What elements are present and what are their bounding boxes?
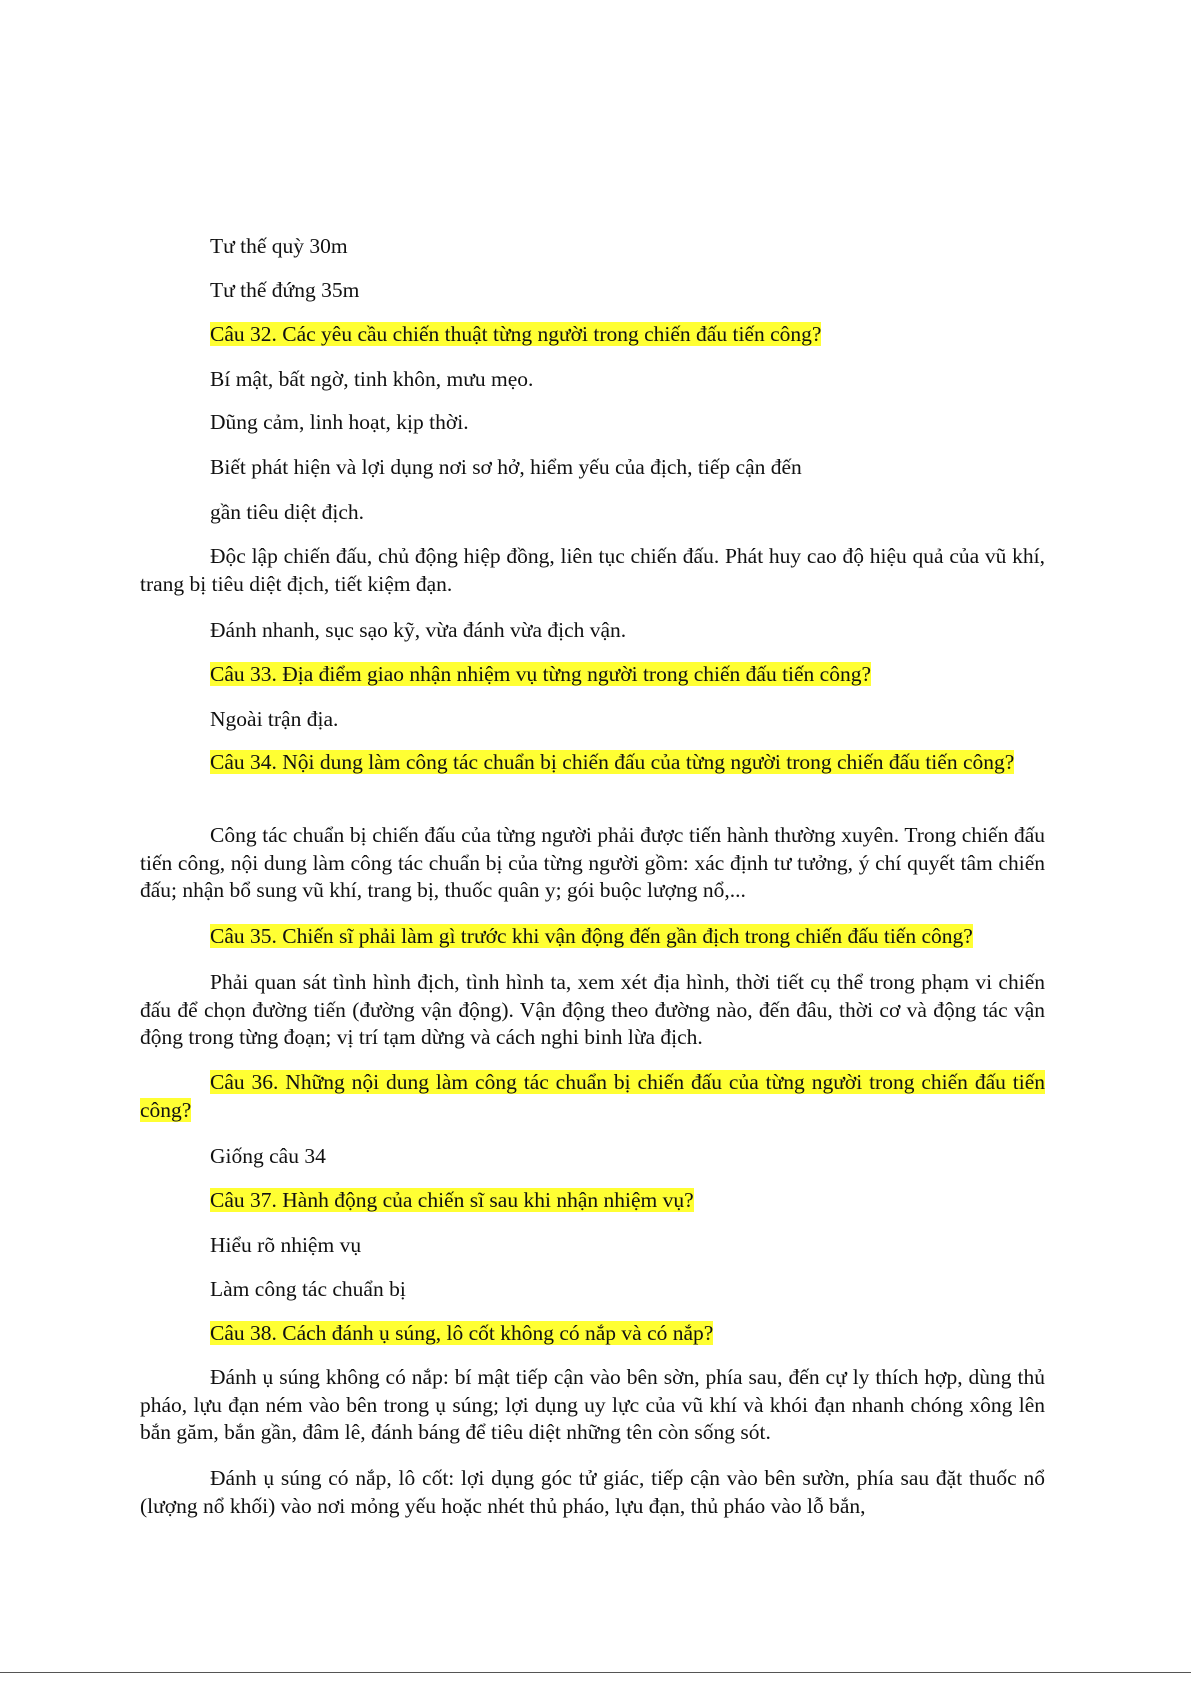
question-32-heading: Câu 32. Các yêu cầu chiến thuật từng người trong chiến đấu tiến công?: [210, 322, 822, 346]
paragraph: Đánh ụ súng có nắp, lô cốt: lợi dụng góc tử giác, tiếp cận vào bên sườn, phía sau đặt thuốc nổ (lượng nổ khối) vào nơi mỏng yếu hoặc nhét thủ pháo, lựu đạn, thủ pháo vào lỗ bắn,: [140, 1466, 1045, 1518]
question-34-heading: Câu 34. Nội dung làm công tác chuẩn bị chiến đấu của từng người trong chiến đấu tiến công?: [210, 750, 1015, 774]
footer-rule: [0, 1672, 1191, 1673]
question-37-heading: Câu 37. Hành động của chiến sĩ sau khi nhận nhiệm vụ?: [210, 1188, 694, 1212]
question-35-heading: Câu 35. Chiến sĩ phải làm gì trước khi vận động đến gần địch trong chiến đấu tiến công?: [210, 924, 973, 948]
text-line: Bí mật, bất ngờ, tinh khôn, mưu mẹo.: [210, 367, 534, 391]
question-38-heading: Câu 38. Cách đánh ụ súng, lô cốt không có nắp và có nắp?: [210, 1321, 714, 1345]
text-line: gần tiêu diệt địch.: [210, 500, 365, 524]
paragraph: Độc lập chiến đấu, chủ động hiệp đồng, liên tục chiến đấu. Phát huy cao độ hiệu quả của vũ khí, trang bị tiêu diệt địch, tiết kiệm đạn.: [140, 544, 1045, 596]
text-line: Tư thế quỳ 30m: [210, 234, 348, 258]
question-33-heading: Câu 33. Địa điểm giao nhận nhiệm vụ từng người trong chiến đấu tiến công?: [210, 662, 872, 686]
text-line: Tư thế đứng 35m: [210, 278, 360, 302]
text-line: Làm công tác chuẩn bị: [210, 1277, 406, 1301]
text-line: Dũng cảm, linh hoạt, kịp thời.: [210, 410, 469, 434]
text-line: Giống câu 34: [210, 1144, 326, 1168]
text-line: Ngoài trận địa.: [210, 707, 339, 731]
text-line: Đánh nhanh, sục sạo kỹ, vừa đánh vừa địch vận.: [210, 618, 627, 642]
text-line: Hiểu rõ nhiệm vụ: [210, 1233, 362, 1257]
paragraph: Đánh ụ súng không có nắp: bí mật tiếp cận vào bên sờn, phía sau, đến cự ly thích hợp, dùng thủ pháo, lựu đạn ném vào bên trong ụ súng; lợi dụng uy lực của vũ khí và khói đạn nhanh chóng xông lên bắn găm, bắn gần, đâm lê, đánh báng để tiêu diệt những tên còn sống sót.: [140, 1365, 1045, 1444]
paragraph: Công tác chuẩn bị chiến đấu của từng người phải được tiến hành thường xuyên. Trong chiến đấu tiến công, nội dung làm công tác chuẩn bị của từng người gồm: xác định tư tưởng, ý chí quyết tâm chiến đấu; nhận bổ sung vũ khí, trang bị, thuốc quân y; gói buộc lượng nổ,...: [140, 823, 1045, 902]
text-line: Biết phát hiện và lợi dụng nơi sơ hở, hiểm yếu của địch, tiếp cận đến: [210, 455, 802, 479]
paragraph: Phải quan sát tình hình địch, tình hình ta, xem xét địa hình, thời tiết cụ thể trong phạm vi chiến đấu để chọn đường tiến (đường vận động). Vận động theo đường nào, đến đâu, thời cơ và động tác vận động trong từng đoạn; vị trí tạm dừng và cách nghi binh lừa địch.: [140, 970, 1045, 1049]
question-36-heading: Câu 36. Những nội dung làm công tác chuẩn bị chiến đấu của từng người trong chiến đấu tiến công?: [140, 1070, 1045, 1122]
